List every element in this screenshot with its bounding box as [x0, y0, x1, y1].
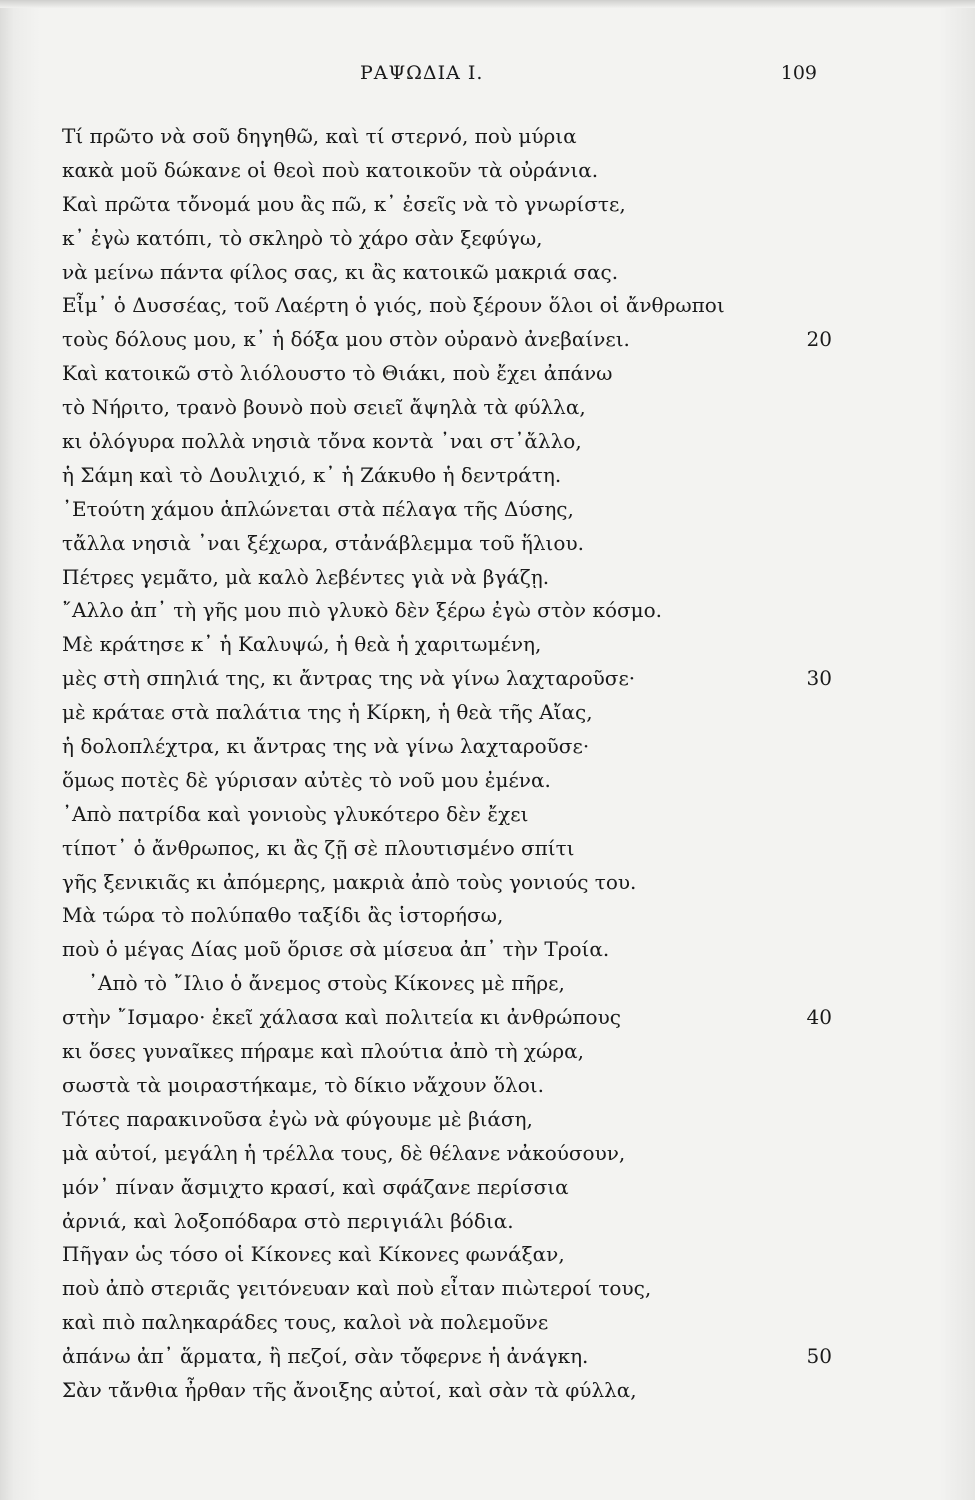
verse-line-text: τοὺς δόλους μου, κ᾽ ἡ δόξα μου στὸν οὐρανὸ ἀνεβαίνει. [62, 327, 630, 352]
line-number: 20 [806, 327, 832, 352]
page-number: 109 [780, 62, 817, 84]
verse-line-text: ἀπάνω ἀπ᾽ ἅρματα, ἢ πεζοί, σὰν τὄφερνε ἡ ἀνάγκη. [62, 1344, 589, 1369]
verse-line-text: ποὺ ἀπὸ στεριᾶς γειτόνευαν καὶ ποὺ εἶταν πιὼτεροί τους, [62, 1276, 652, 1301]
verse-line [62, 1069, 832, 1103]
verse-line [62, 323, 832, 357]
verse-line-text: ἀρνιά, καὶ λοξοπόδαρα στὸ περιγιάλι βόδια. [62, 1208, 514, 1233]
verse-line-text: κ᾽ ἐγὼ κατόπι, τὸ σκληρὸ τὸ χάρο σὰν ξεφύγω, [62, 225, 543, 250]
verse-line [62, 662, 832, 696]
verse-line [62, 899, 832, 933]
verse-line [62, 256, 832, 290]
verse-line [62, 1374, 832, 1408]
verse-line-text: Καὶ πρῶτα τὄνομά μου ἂς πῶ, κ᾽ ἐσεῖς νὰ τὸ γνωρίστε, [62, 191, 626, 216]
verse-line [62, 1238, 832, 1272]
verse-line-text: γῆς ξενικιᾶς κι ἀπόμερης, μακριὰ ἀπὸ τοὺς γονιούς του. [62, 869, 637, 894]
verse-line [62, 222, 832, 256]
verse-line-text: τίποτ᾽ ὁ ἄνθρωπος, κι ἂς ζῇ σὲ πλουτισμένο σπίτι [62, 835, 575, 860]
verse-line-text: Μὲ κράτησε κ᾽ ἡ Καλυψώ, ἡ θεὰ ἡ χαριτωμένη, [62, 632, 542, 657]
line-number: 50 [806, 1344, 832, 1369]
verse-line [62, 1035, 832, 1069]
line-number: 30 [806, 666, 832, 691]
verse-line-text: Τί πρῶτο νὰ σοῦ δηγηθῶ, καὶ τί στερνό, ποὺ μύρια [62, 124, 577, 148]
verse-line [62, 493, 832, 527]
verse-line-text: ὅμως ποτὲς δὲ γύρισαν αὐτὲς τὸ νοῦ μου ἐμένα. [62, 767, 551, 792]
verse-line [62, 628, 832, 662]
verse-line-text: τἄλλα νησιὰ ᾽ναι ξέχωρα, στἀνάβλεμμα τοῦ ἥλιου. [62, 530, 584, 555]
verse-line [62, 1171, 832, 1205]
verse-line-text: ᾽Απὸ πατρίδα καὶ γονιοὺς γλυκότερο δὲν ἔχει [62, 801, 529, 826]
verse-line [62, 1306, 832, 1340]
verse-line-text: Καὶ κατοικῶ στὸ λιόλουστο τὸ Θιάκι, ποὺ ἔχει ἀπάνω [62, 361, 613, 386]
verse-line [62, 1205, 832, 1239]
verse-line [62, 866, 832, 900]
verse-line-text: Πέτρες γεμᾶτο, μὰ καλὸ λεβέντες γιὰ νὰ βγάζῃ. [62, 564, 550, 589]
verse-line [62, 1103, 832, 1137]
verse-line-text: κακὰ μοῦ δώκανε οἱ θεοὶ ποὺ κατοικοῦν τὰ οὐράνια. [62, 157, 599, 182]
verse-line [62, 730, 832, 764]
verse-line [62, 832, 832, 866]
verse-line-text: τὸ Νήριτο, τρανὸ βουνὸ ποὺ σειεῖ ἄψηλὰ τὰ φύλλα, [62, 395, 586, 420]
verse-line [62, 154, 832, 188]
verse-line-text: ῎Αλλο ἀπ᾽ τὴ γῆς μου πιὸ γλυκὸ δὲν ξέρω ἐγὼ στὸν κόσμο. [62, 598, 663, 623]
verse-line-text: Εἶμ᾽ ὁ Δυσσέας, τοῦ Λαέρτη ὁ γιός, ποὺ ξέρουν ὅλοι οἱ ἄνθρωποι [62, 293, 725, 318]
verse-line [62, 289, 832, 323]
verse-line-text: μὲ κράταε στὰ παλάτια της ἡ Κίρκη, ἡ θεὰ τῆς Αἴας, [62, 700, 593, 725]
line-number: 40 [806, 1005, 832, 1030]
running-title: ΡΑΨΩΔΙΑ Ι. [360, 62, 484, 84]
verse-line-text: ᾽Ετούτη χάμου ἁπλώνεται στὰ πέλαγα τῆς Δύσης, [62, 496, 574, 521]
verse-line [62, 696, 832, 730]
page-top-edge [0, 0, 975, 8]
verse-line-text: ἡ δολοπλέχτρα, κι ἄντρας της νὰ γίνω λαχταροῦσε· [62, 734, 590, 759]
verse-line-text: Σὰν τἄνθια ἦρθαν τῆς ἄνοιξης αὐτοί, καὶ σὰν τὰ φύλλα, [62, 1377, 637, 1402]
verse-line [62, 1340, 832, 1374]
verse-line [62, 967, 832, 1001]
verse-line-text: καὶ πιὸ παληκαράδες τους, καλοὶ νὰ πολεμοῦνε [62, 1310, 549, 1335]
verse-line [62, 764, 832, 798]
verse-line [62, 459, 832, 493]
verse-line [62, 527, 832, 561]
verse-line [62, 1001, 832, 1035]
verse-block [62, 120, 832, 1408]
verse-line-text: μὲς στὴ σπηλιά της, κι ἄντρας της νὰ γίνω λαχταροῦσε· [62, 666, 636, 691]
verse-line [62, 357, 832, 391]
verse-line [62, 561, 832, 595]
verse-line [62, 798, 832, 832]
verse-line [62, 391, 832, 425]
verse-line-text: ᾽Απὸ τὸ ῎Ιλιο ὁ ἄνεμος στοὺς Κίκονες μὲ πῆρε, [88, 971, 565, 996]
verse-line-text: ἡ Σάμη καὶ τὸ Δουλιχιό, κ᾽ ἡ Ζάκυθο ἡ δεντράτη. [62, 462, 562, 487]
verse-line-text: μὰ αὐτοί, μεγάλη ἡ τρέλλα τους, δὲ θέλανε νἀκούσουν, [62, 1140, 626, 1165]
verse-line [62, 594, 832, 628]
verse-line-text: Μὰ τώρα τὸ πολύπαθο ταξίδι ἂς ἱστορήσω, [62, 903, 504, 928]
verse-line-text: στὴν ῎Ισμαρο· ἐκεῖ χάλασα καὶ πολιτεία κι ἀνθρώπους [62, 1005, 621, 1030]
verse-line [62, 425, 832, 459]
verse-line-text: σωστὰ τὰ μοιραστήκαμε, τὸ δίκιο νἄχουν ὅλοι. [62, 1072, 544, 1097]
verse-line [62, 933, 832, 967]
verse-line [62, 120, 832, 154]
verse-line [62, 1272, 832, 1306]
verse-line-text: μόν᾽ πίναν ἄσμιχτο κρασί, καὶ σφάζανε περίσσια [62, 1174, 569, 1199]
verse-line-text: νὰ μείνω πάντα φίλος σας, κι ἂς κατοικῶ μακριά σας. [62, 259, 619, 284]
verse-line-text: ποὺ ὁ μέγας Δίας μοῦ ὅρισε σὰ μίσευα ἀπ᾽ τὴν Τροία. [62, 937, 610, 962]
verse-line-text: κι ὅσες γυναῖκες πήραμε καὶ πλούτια ἀπὸ τὴ χώρα, [62, 1039, 584, 1064]
verse-line-text: Τότες παρακινοῦσα ἐγὼ νὰ φύγουμε μὲ βιάση, [62, 1106, 533, 1131]
page-header [0, 62, 975, 92]
verse-line-text: Πῆγαν ὡς τόσο οἱ Κίκονες καὶ Κίκονες φωνάξαν, [62, 1242, 565, 1267]
verse-line-text: κι ὁλόγυρα πολλὰ νησιὰ τὄνα κοντὰ ᾽ναι στ᾽ἄλλο, [62, 429, 582, 454]
verse-line [62, 1137, 832, 1171]
verse-line [62, 188, 832, 222]
